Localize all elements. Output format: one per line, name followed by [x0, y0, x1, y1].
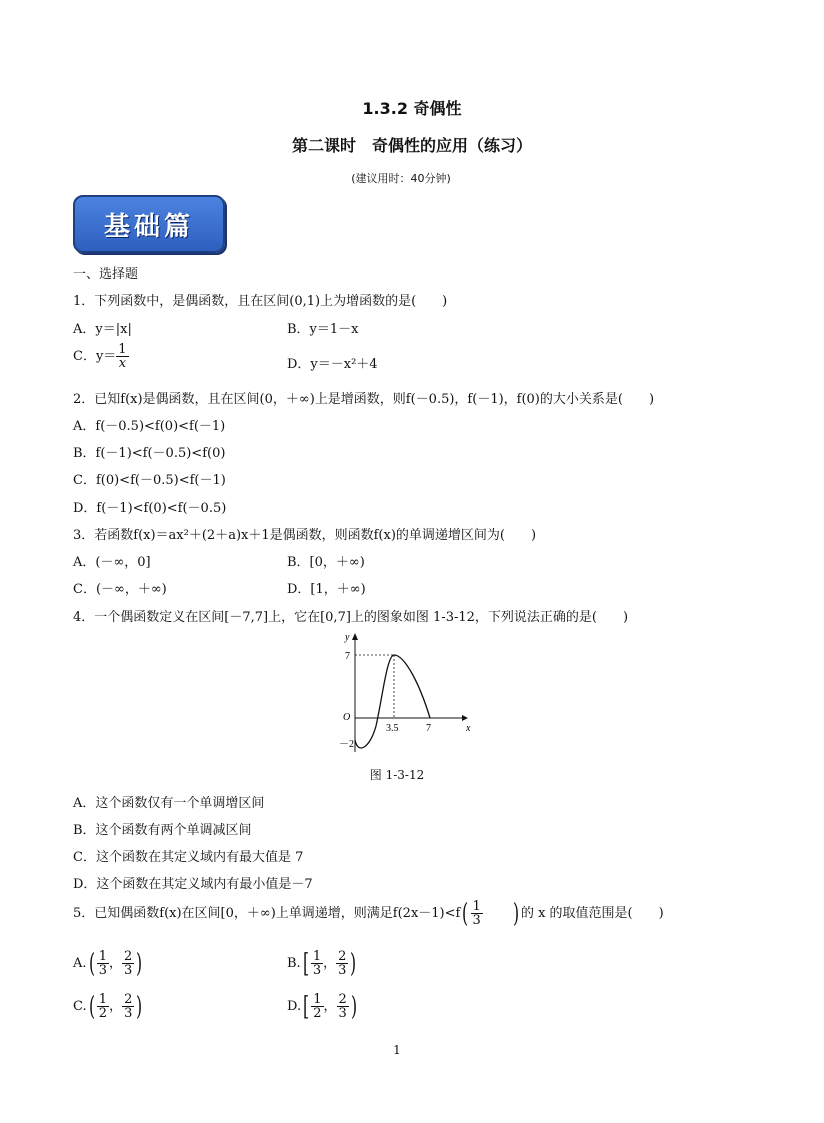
fraction: [336, 950, 348, 977]
fraction-numerator: 2: [123, 949, 133, 964]
fraction-numerator: 2: [338, 949, 347, 964]
q1-option-d: D．y＝－x²＋4: [287, 357, 378, 372]
q1-option-b: B．y＝1－x: [287, 322, 359, 337]
page-number: 1: [393, 1043, 401, 1057]
q2-option-a: A．f(－0.5)<f(0)<f(－1): [73, 419, 226, 434]
fraction-numerator: 1: [313, 992, 322, 1007]
separator: ，: [109, 999, 123, 1014]
x-axis-arrow: [462, 715, 468, 721]
q3-option-c: C．(－∞，＋∞): [73, 582, 167, 597]
left-bracket: (: [88, 991, 95, 1022]
function-curve: [355, 655, 430, 748]
fraction-denominator: 3: [312, 963, 322, 978]
q5-stem-post: 的 x 的取值范围是( ): [520, 906, 664, 921]
fraction-denominator: 2: [313, 1006, 322, 1021]
fraction-denominator: 3: [472, 913, 481, 928]
fraction: [122, 993, 134, 1020]
y-axis-label: y: [345, 632, 350, 643]
x-mid-label: 3.5: [386, 723, 399, 734]
y-axis-arrow: [352, 633, 358, 640]
left-bracket: (: [88, 948, 95, 979]
fraction-denominator: 3: [124, 1006, 133, 1021]
q5-stem-pre: 5．已知偶函数f(x)在区间[0，＋∞)上单调递增，则满足f(2x－1)<f: [73, 906, 461, 921]
left-bracket: [: [302, 948, 309, 979]
right-bracket: ): [350, 991, 357, 1022]
fraction-numerator: 1: [98, 992, 108, 1007]
fraction: [311, 993, 323, 1020]
y-max-label: 7: [345, 651, 350, 662]
banner-label: 基础篇: [103, 211, 194, 242]
q4-option-b: B．这个函数有两个单调减区间: [73, 823, 252, 838]
q3-option-b: B．[0，＋∞): [287, 555, 365, 570]
q1-option-c-fraction: [116, 343, 128, 370]
q5-option-b: [287, 950, 359, 977]
section-banner: [73, 195, 225, 253]
option-label: A.: [73, 956, 87, 971]
question-5-stem: [73, 900, 664, 927]
separator: ，: [108, 956, 122, 971]
fraction-denominator: 3: [338, 963, 347, 978]
fraction: [97, 993, 109, 1020]
option-label: C.: [73, 999, 87, 1014]
q1-option-c: [73, 343, 129, 370]
x-axis-label: x: [466, 723, 471, 734]
q5-close-paren: ): [512, 898, 519, 929]
separator: ，: [323, 999, 337, 1014]
q4-option-c: C．这个函数在其定义域内有最大值是 7: [73, 850, 304, 865]
fraction: [337, 993, 349, 1020]
q5-option-d: [287, 993, 359, 1020]
q2-option-c: C．f(0)<f(－0.5)<f(－1): [73, 473, 226, 488]
fraction-denominator: 3: [123, 963, 133, 978]
fraction-numerator: 1: [118, 342, 127, 357]
q1-option-c-prefix: C．y＝: [73, 349, 117, 364]
origin-label: O: [343, 712, 351, 723]
fraction: [311, 950, 323, 977]
q3-option-d: D．[1，＋∞): [287, 582, 366, 597]
q5-open-paren: (: [462, 898, 469, 929]
fraction-numerator: 2: [338, 992, 347, 1007]
question-3-stem: 3．若函数f(x)＝ax²＋(2＋a)x＋1是偶函数，则函数f(x)的单调递增区间为( ): [73, 528, 537, 543]
q2-option-d: D．f(－1)<f(0)<f(－0.5): [73, 501, 227, 516]
fraction-denominator: 3: [98, 963, 107, 978]
left-bracket: [: [303, 991, 310, 1022]
q2-option-b: B．f(－1)<f(－0.5)<f(0): [73, 446, 226, 461]
q5-option-c: [73, 993, 145, 1020]
q1-option-a: A．y＝|x|: [73, 322, 132, 337]
function-graph-figure: [330, 630, 470, 755]
q4-option-d: D．这个函数在其定义域内有最小值是－7: [73, 877, 313, 892]
fraction-numerator: 1: [472, 899, 481, 914]
right-bracket: ): [136, 991, 143, 1022]
q5-option-a: [73, 950, 144, 977]
q3-option-a: A．(－∞，0]: [73, 555, 151, 570]
figure-caption: 图 1-3-12: [369, 768, 425, 782]
question-2-stem: 2．已知f(x)是偶函数，且在区间(0，＋∞)上是增函数，则f(－0.5)，f(－1)，f(0)的大小关系是( ): [73, 392, 655, 407]
separator: ，: [323, 956, 337, 971]
q4-option-a: A．这个函数仅有一个单调增区间: [73, 796, 265, 811]
right-bracket: ): [136, 948, 143, 979]
fraction-numerator: 2: [124, 992, 133, 1007]
fraction-numerator: 1: [312, 949, 322, 964]
question-1-stem: 1．下列函数中，是偶函数，且在区间(0,1)上为增函数的是( ): [73, 294, 448, 309]
x-end-label: 7: [426, 723, 431, 734]
fraction-denominator: x: [118, 356, 127, 371]
fraction-denominator: 2: [98, 1006, 108, 1021]
right-bracket: ): [350, 948, 357, 979]
page-subtitle: 第二课时 奇偶性的应用（练习）: [291, 136, 532, 155]
suggested-time: (建议用时：40分钟): [351, 172, 451, 185]
option-label: D.: [287, 999, 302, 1014]
fraction-denominator: 3: [338, 1006, 347, 1021]
fraction-numerator: 1: [98, 949, 107, 964]
option-label: B.: [287, 956, 301, 971]
page-title: 1.3.2 奇偶性: [362, 99, 462, 118]
section-heading: 一、选择题: [73, 267, 139, 282]
fraction: [97, 950, 109, 977]
y-min-label: －2: [339, 739, 354, 750]
fraction: [122, 950, 134, 977]
q5-stem-fraction: [471, 900, 483, 927]
question-4-stem: 4．一个偶函数定义在区间[－7,7]上，它在[0,7]上的图象如图 1-3-12，下列说法正确的是( ): [73, 610, 629, 625]
